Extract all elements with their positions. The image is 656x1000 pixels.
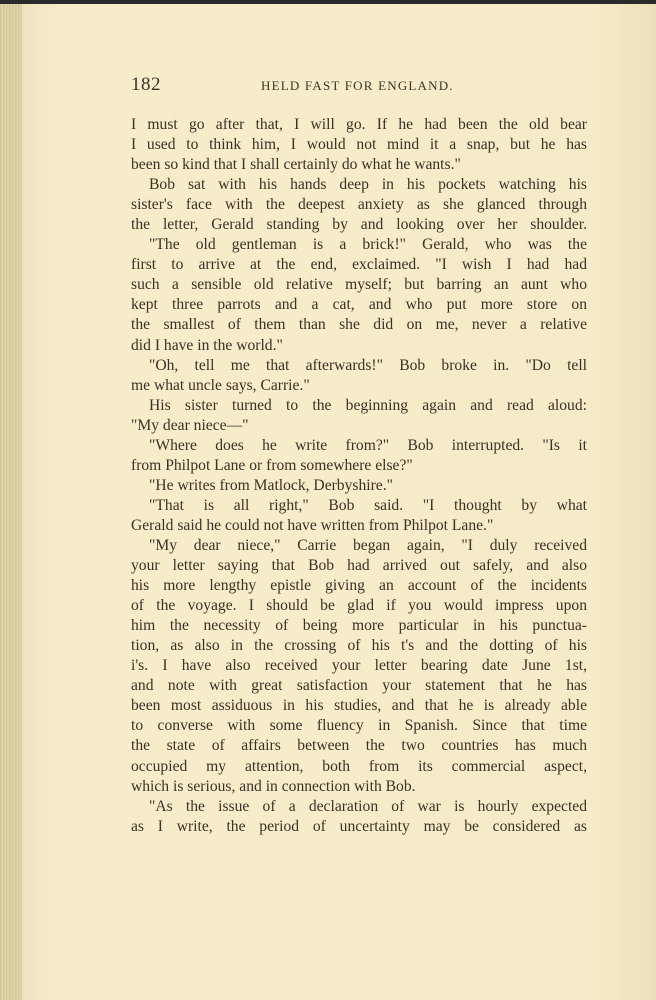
text-line: been most assiduous in his studies, and that he is already able [131,697,587,715]
text-line: the smallest of them than she did on me, never a relative [131,316,587,334]
text-line: "The old gentleman is a brick!" Gerald, who was the [149,236,587,254]
text-line: I must go after that, I will go. If he had been the old bear [131,116,587,133]
text-line: his more lengthy epistle giving an account of the incidents [131,577,587,595]
text-line: "That is all right," Bob said. "I thought by what [149,496,587,514]
text-line: "Oh, tell me that afterwards!" Bob broke in. "Do tell [149,356,587,374]
page-gutter [0,0,22,1000]
text-line: "As the issue of a declaration of war is hourly expected [149,797,587,815]
text-line: the state of affairs between the two countries has much [131,737,587,755]
text-line: to converse with some fluency in Spanish. Since that time [131,717,587,735]
body-text [131,115,587,837]
text-line: the letter, Gerald standing by and looking over her shoulder. [131,216,587,234]
text-line: of the voyage. I should be glad if you would impress upon [131,597,587,615]
text-line: sister's face with the deepest anxiety as she glanced through [131,196,587,214]
text-line: kept three parrots and a cat, and who put more store on [131,296,587,314]
page-number: 182 [131,74,161,95]
text-line: such a sensible old relative myself; but barring an aunt who [131,276,587,294]
text-line: been so kind that I shall certainly do what he wants." [131,156,461,174]
text-line: I used to think him, I would not mind it a snap, but he has [131,136,587,154]
top-edge [0,0,656,4]
text-line: from Philpot Lane or from somewhere else?" [131,456,413,474]
page-header [131,74,586,98]
text-line: "My dear niece—" [131,416,249,434]
text-line: "He writes from Matlock, Derbyshire." [149,476,393,494]
text-line: i's. I have also received your letter bearing date June 1st, [131,657,587,675]
text-line: Bob sat with his hands deep in his pockets watching his [149,176,587,194]
text-line: tion, as also in the crossing of his t's and the dotting of his [131,637,587,655]
text-line: first to arrive at the end, exclaimed. "I wish I had had [131,256,587,274]
running-head: HELD FAST FOR ENGLAND. [261,78,454,93]
text-line: your letter saying that Bob had arrived out safely, and also [131,557,587,575]
text-line: him the necessity of being more particular in his punctua- [131,617,587,635]
text-line: His sister turned to the beginning again and read aloud: [149,396,587,414]
text-line: "My dear niece," Carrie began again, "I duly received [149,536,587,554]
text-line: occupied my attention, both from its commercial aspect, [131,757,587,775]
text-line: did I have in the world." [131,336,283,354]
text-line: and note with great satisfaction your statement that he has [131,677,587,695]
text-line: me what uncle says, Carrie." [131,376,310,394]
text-line: "Where does he write from?" Bob interrupted. "Is it [149,436,587,454]
text-line: as I write, the period of uncertainty may be considered as [131,817,587,835]
text-line: which is serious, and in connection with Bob. [131,777,416,795]
text-line: Gerald said he could not have written from Philpot Lane." [131,516,494,534]
